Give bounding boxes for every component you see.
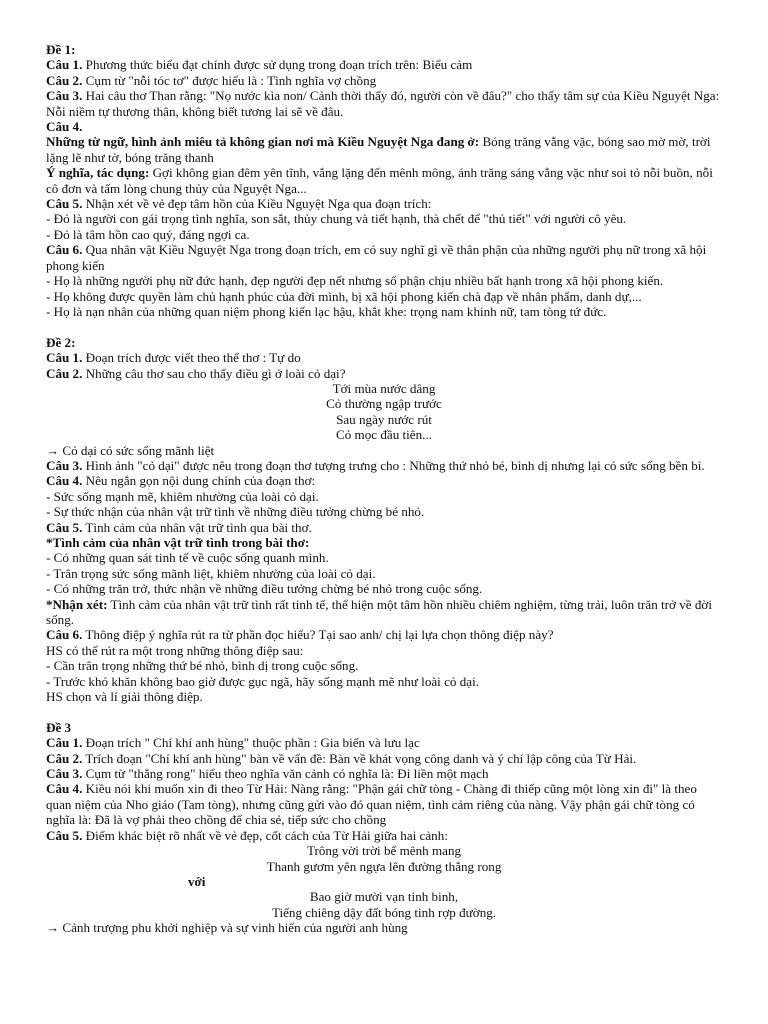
poem-line: Tới mùa nước dâng	[332, 380, 436, 396]
de2-cau1: Câu 1. Đoạn trích được viết theo thể thơ : Tự do	[46, 350, 301, 366]
list-item: - Có những quan sát tinh tế về cuộc sống quanh mình.	[46, 550, 329, 566]
list-item: - Họ là nạn nhân của những quan niệm phong kiến lạc hậu, khắt khe: trọng nam khinh nữ, tam tòng tứ đức.	[46, 303, 607, 319]
de3-heading: Đề 3	[46, 719, 72, 735]
de1-cau3: Câu 3. Hai câu thơ Than rằng: "Nọ nước kìa non/ Cảnh thời thấy đó, người còn về đâu?" cho thấy tâm sự của Kiều Nguyệt Nga: Nỗi niềm tự thương thân, không biết tương lai sẽ về đâu.	[46, 88, 720, 119]
de3-cau5-answer: → Cảnh trượng phu khởi nghiệp và sự vinh hiển của người anh hùng	[46, 920, 408, 936]
poem-line: Cỏ mọc đầu tiên...	[335, 427, 432, 443]
list-item: - Đó là tâm hồn cao quý, đáng ngợi ca.	[46, 226, 250, 242]
list-item: - Đó là người con gái trọng tình nghĩa, son sắt, thủy chung và tiết hạnh, thà chết để "thủ tiết" với người cô yêu.	[46, 211, 627, 227]
list-item: - Trước khó khăn không bao giờ được gục ngã, hãy sống mạnh mẽ như loài cỏ dại.	[46, 673, 479, 689]
list-item: - Sự thức nhận của nhân vật trữ tình về những điều tưởng chừng bé nhỏ.	[46, 504, 425, 520]
list-item: - Họ là những người phụ nữ đức hạnh, đẹp người đẹp nết nhưng số phận chịu nhiều bất hạnh trong xã hội phong kiến.	[46, 273, 664, 289]
de2-heading: Đề 2:	[46, 334, 76, 350]
poem-line: Thanh gươm yên ngựa lên đường thẳng rong	[266, 858, 502, 874]
de2-tinh-cam-heading: *Tình cảm của nhân vật trữ tình trong bài thơ:	[46, 534, 310, 550]
de2-nhan-xet: *Nhận xét: Tình cảm của nhân vật trữ tình rất tinh tế, thể hiện một tâm hồn nhiều chiêm nghiệm, từng trải, luôn trăn trở về đời sống.	[46, 596, 712, 628]
de1-cau6: Câu 6. Qua nhân vật Kiều Nguyệt Nga trong đoạn trích, em có suy nghĩ gì về thân phận của những người phụ nữ trong xã hội phong kiến	[46, 242, 707, 273]
de1-cau1: Câu 1. Phương thức biểu đạt chính được sử dụng trong đoạn trích trên: Biểu cảm	[46, 57, 473, 73]
spacer	[46, 319, 722, 334]
de1-cau4-b: Ý nghĩa, tác dụng: Gợi không gian đêm yên tĩnh, vắng lặng đến mênh mông, ánh trăng sáng vằng vặc như soi tỏ nỗi buồn, nỗi cô đơn và tấm lòng chung thủy của Nguyệt Nga...	[46, 165, 713, 196]
de3-cau4: Câu 4. Kiều nói khi muốn xin đi theo Từ Hải: Nàng rằng: "Phận gái chữ tòng - Chàng đi thiếp cũng một lòng xin đi" là theo quan niệm của Nho giáo (Tam tòng), nhưng cũng gửi vào đó quan niệm, tình cảm riêng của nàng. Vậy phận gái chữ tòng có nghĩa là: Đã là vợ phải theo chồng để chia sẻ, tiếp sức cho chồng	[46, 781, 697, 828]
de3-cau3: Câu 3. Cụm từ "thẳng rong" hiểu theo nghĩa văn cảnh có nghĩa là: Đi liền một mạch	[46, 766, 489, 782]
de2-cau5: Câu 5. Tình cảm của nhân vật trữ tình qua bài thơ.	[46, 519, 312, 535]
spacer	[46, 704, 722, 719]
de3-cau2: Câu 2. Trích đoạn "Chí khí anh hùng" bàn về vấn đề: Bàn về khát vọng công danh và ý chí lập công của Từ Hải.	[46, 750, 637, 766]
de3-cau1: Câu 1. Đoạn trích " Chí khí anh hùng" thuộc phần : Gia biến và lưu lạc	[46, 735, 420, 751]
poem-line: Cỏ thường ngập trước	[326, 396, 442, 412]
list-item: - Trân trọng sức sống mãnh liệt, khiêm nhường của loài cỏ dại.	[46, 565, 376, 581]
list-item: - Sức sống mạnh mẽ, khiêm nhường của loài cỏ dại.	[46, 488, 319, 504]
list-item: - Có những trăn trở, thức nhận về những điều tưởng chừng bé nhỏ trong cuộc sống.	[46, 581, 483, 597]
de2-cau2: Câu 2. Những câu thơ sau cho thấy điều gì ở loài cỏ dại?	[46, 365, 346, 381]
de1-cau4: Câu 4.	[46, 119, 83, 135]
list-item: HS chọn và lí giải thông điệp.	[46, 689, 203, 705]
de1-cau4-a: Những từ ngữ, hình ảnh miêu tả không gian nơi mà Kiều Nguyệt Nga đang ở: Bóng trăng vằng vặc, bóng sao mờ mờ, trời lặng lẽ như tờ, bóng trăng thanh	[46, 134, 711, 165]
poem-line: Trông vời trời bể mênh mang	[306, 843, 462, 859]
poem-line: Tiếng chiêng dậy đất bóng tinh rợp đường.	[271, 904, 497, 920]
de1-cau5: Câu 5. Nhận xét về vẻ đẹp tâm hồn của Kiều Nguyệt Nga qua đoạn trích:	[46, 196, 432, 212]
list-item: HS có thể rút ra một trong những thông điệp sau:	[46, 642, 304, 658]
de1-heading: Đề 1:	[46, 42, 76, 57]
de2-cau3: Câu 3. Hình ảnh "cỏ dại" được nêu trong đoạn thơ tượng trưng cho : Những thứ nhỏ bé, bình dị nhưng lại có sức sống bền bỉ.	[46, 457, 705, 473]
de1-cau2: Câu 2. Cụm từ "nỗi tóc tơ" được hiểu là : Tình nghĩa vợ chồng	[46, 72, 377, 88]
poem-line: Bao giờ mười vạn tinh binh,	[309, 889, 459, 905]
poem-line: Sau ngày nước rút	[336, 411, 432, 427]
de2-cau4: Câu 4. Nêu ngắn gọn nội dung chính của đoạn thơ:	[46, 473, 316, 489]
list-item: - Họ không được quyền làm chủ hạnh phúc của đời mình, bị xã hội phong kiến chà đạp về nhân phẩm, danh dự,...	[46, 288, 642, 304]
de2-cau6: Câu 6. Thông điệp ý nghĩa rút ra từ phần đọc hiểu? Tại sao anh/ chị lại lựa chọn thông điệp này?	[46, 627, 554, 643]
de3-cau5: Câu 5. Điểm khác biệt rõ nhất về vẻ đẹp, cốt cách của Từ Hải giữa hai cảnh:	[46, 827, 448, 843]
de2-cau2-answer: → Cỏ dại có sức sống mãnh liệt	[46, 442, 215, 458]
voi-label: với	[188, 873, 206, 889]
list-item: - Cần trân trọng những thứ bé nhỏ, bình dị trong cuộc sống.	[46, 658, 359, 674]
